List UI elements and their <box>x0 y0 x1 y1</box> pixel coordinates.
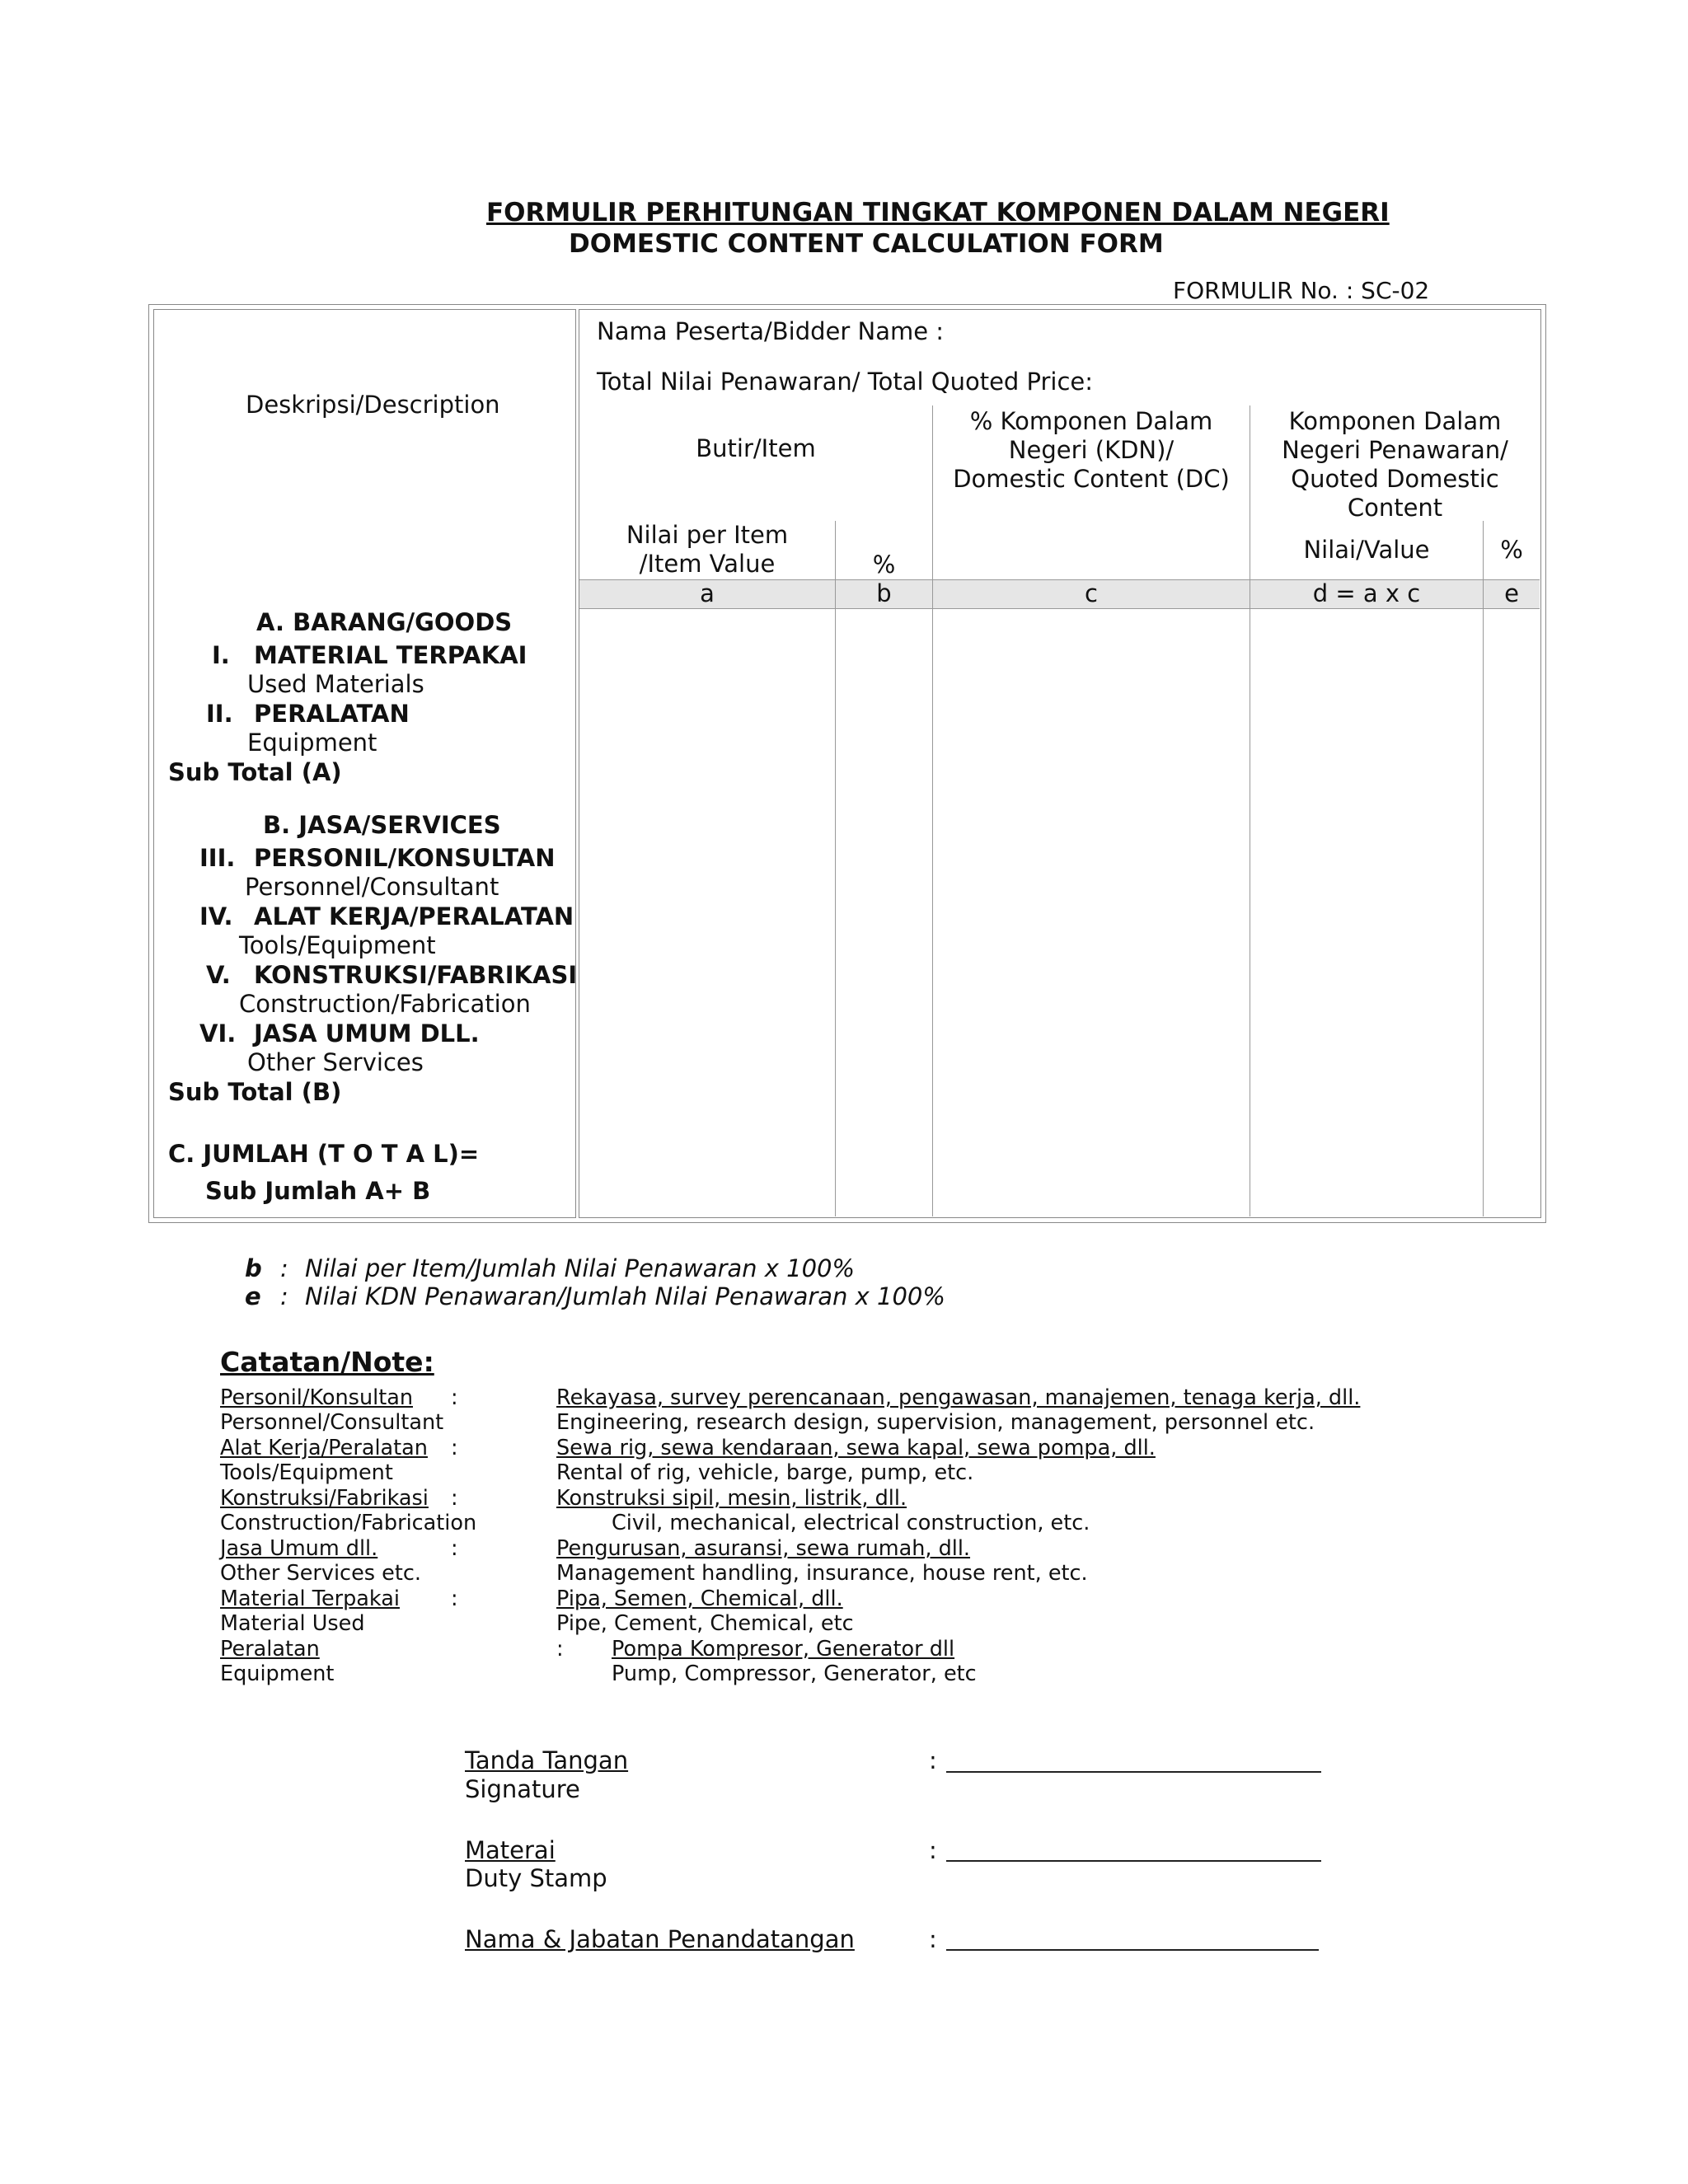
note-colon: : <box>451 1486 458 1511</box>
row-title-equipment: PERALATAN <box>254 700 410 728</box>
form-title: FORMULIR PERHITUNGAN TINGKAT KOMPONEN DALAM NEGERI <box>486 198 1390 227</box>
note-text-en: Rental of rig, vehicle, barge, pump, etc. <box>556 1460 974 1485</box>
col-item-header: Butir/Item <box>696 434 816 462</box>
note-text-en: Civil, mechanical, electrical construction, etc. <box>612 1511 1090 1535</box>
row-num: VI. <box>199 1019 237 1047</box>
col-quoted-line: Quoted Domestic <box>1291 465 1499 493</box>
note-text-en: Management handling, insurance, house rent, etc. <box>556 1561 1088 1586</box>
formula-sep: : <box>280 1254 288 1282</box>
signature-label: Tanda Tangan <box>465 1746 629 1774</box>
note-text-en: Pipe, Cement, Chemical, etc <box>556 1611 854 1636</box>
row-title-tools: ALAT KERJA/PERALATAN <box>254 902 574 930</box>
stamp-line[interactable] <box>946 1860 1321 1862</box>
row-sub-personnel: Personnel/Consultant <box>245 873 499 901</box>
row-sub-equipment: Equipment <box>247 729 377 757</box>
notes-heading: Catatan/Note: <box>220 1346 434 1378</box>
stamp-label-en: Duty Stamp <box>465 1864 607 1892</box>
note-label: Alat Kerja/Peralatan <box>220 1436 428 1460</box>
col-dc-line: Domestic Content (DC) <box>953 465 1230 493</box>
letter-d: d = a x c <box>1312 579 1421 607</box>
signature-colon: : <box>929 1746 937 1774</box>
subtotal-b: Sub Total (B) <box>168 1078 342 1106</box>
note-label-en: Equipment <box>220 1661 335 1686</box>
divider-quoted-pct <box>1483 521 1484 1216</box>
note-text-en: Engineering, research design, supervision, management, personnel etc. <box>556 1410 1315 1435</box>
formula-sep: : <box>280 1282 288 1310</box>
note-text: Pengurusan, asuransi, sewa rumah, dll. <box>556 1536 971 1561</box>
note-colon: : <box>451 1586 458 1611</box>
col-dc-line: Negeri (KDN)/ <box>1008 436 1175 464</box>
note-text: Pipa, Semen, Chemical, dll. <box>556 1586 843 1611</box>
col-quoted-line: Negeri Penawaran/ <box>1282 436 1508 464</box>
note-label-en: Other Services etc. <box>220 1561 421 1586</box>
note-label: Jasa Umum dll. <box>220 1536 378 1561</box>
total-price-label: Total Nilai Penawaran/ Total Quoted Price: <box>597 368 1094 396</box>
services-header: B. JASA/SERVICES <box>263 811 501 839</box>
note-label: Personil/Konsultan <box>220 1385 413 1410</box>
row-num: III. <box>199 844 236 872</box>
note-label-en: Material Used <box>220 1611 365 1636</box>
signer-name-colon: : <box>929 1925 937 1953</box>
row-sub-construction: Construction/Fabrication <box>239 990 531 1018</box>
signer-name-label: Nama & Jabatan Penandatangan <box>465 1925 855 1953</box>
note-text-en: Pump, Compressor, Generator, etc <box>612 1661 977 1686</box>
total-sub-label: Sub Jumlah A+ B <box>205 1177 431 1205</box>
letter-e: e <box>1504 579 1519 607</box>
note-label-en: Personnel/Consultant <box>220 1410 444 1435</box>
divider-value-pct <box>835 521 836 1216</box>
subtotal-a: Sub Total (A) <box>168 758 342 786</box>
col-item-value-header <box>579 521 835 579</box>
row-title-personnel: PERSONIL/KONSULTAN <box>254 844 556 872</box>
total-label: C. JUMLAH (T O T A L)= <box>168 1140 480 1168</box>
description-header: Deskripsi/Description <box>246 391 500 419</box>
col-value-pct-header: % <box>1500 536 1523 564</box>
note-colon: : <box>556 1637 564 1661</box>
letter-b: b <box>876 579 892 607</box>
stamp-label: Materai <box>465 1836 556 1864</box>
note-text: Konstruksi sipil, mesin, listrik, dll. <box>556 1486 907 1511</box>
formula-line <box>245 1254 262 1282</box>
col-item-value-line: /Item Value <box>639 550 776 578</box>
row-sub-other-services: Other Services <box>247 1048 424 1076</box>
row-num: V. <box>206 961 231 989</box>
signature-line[interactable] <box>946 1771 1321 1773</box>
col-dc-header <box>933 407 1250 494</box>
note-colon: : <box>451 1536 458 1561</box>
divider-item-dc <box>932 405 933 1216</box>
signature-label-en: Signature <box>465 1775 580 1803</box>
formula-key: b <box>245 1254 262 1282</box>
note-label: Konstruksi/Fabrikasi <box>220 1486 429 1511</box>
goods-header: A. BARANG/GOODS <box>256 608 513 636</box>
formula-key: e <box>245 1282 261 1310</box>
row-sub-used-materials: Used Materials <box>247 670 424 698</box>
col-quoted-header <box>1250 407 1540 523</box>
col-item-value-line: Nilai per Item <box>626 521 789 549</box>
row-title-other-services: JASA UMUM DLL. <box>254 1019 480 1047</box>
row-title-used-materials: MATERIAL TERPAKAI <box>254 641 528 669</box>
note-label: Material Terpakai <box>220 1586 400 1611</box>
stamp-colon: : <box>929 1836 937 1864</box>
row-sub-tools: Tools/Equipment <box>239 931 436 959</box>
form-number: FORMULIR No. : SC-02 <box>1173 277 1430 304</box>
col-dc-line: % Komponen Dalam <box>969 407 1213 435</box>
col-quoted-line: Content <box>1347 494 1443 522</box>
note-label-en: Tools/Equipment <box>220 1460 393 1485</box>
col-value-header: Nilai/Value <box>1303 536 1430 564</box>
formula-text: Nilai KDN Penawaran/Jumlah Nilai Penawaran x 100% <box>305 1282 945 1310</box>
note-text: Rekayasa, survey perencanaan, pengawasan, manajemen, tenaga kerja, dll. <box>556 1385 1361 1410</box>
note-colon: : <box>451 1385 458 1410</box>
note-text: Pompa Kompresor, Generator dll <box>612 1637 955 1661</box>
letter-a: a <box>700 579 715 607</box>
letter-c: c <box>1085 579 1098 607</box>
row-num: II. <box>206 700 233 728</box>
note-label: Peralatan <box>220 1637 320 1661</box>
letters-row-bottom-line <box>579 608 1540 609</box>
note-label-en: Construction/Fabrication <box>220 1511 477 1535</box>
formula-line <box>245 1282 261 1310</box>
note-colon: : <box>451 1436 458 1460</box>
row-num: I. <box>212 641 230 669</box>
formula-text: Nilai per Item/Jumlah Nilai Penawaran x 100% <box>305 1254 856 1282</box>
signer-name-line[interactable] <box>946 1949 1319 1951</box>
form-subtitle: DOMESTIC CONTENT CALCULATION FORM <box>569 229 1164 259</box>
col-quoted-line: Komponen Dalam <box>1288 407 1502 435</box>
bidder-name-label: Nama Peserta/Bidder Name : <box>597 317 945 345</box>
note-text: Sewa rig, sewa kendaraan, sewa kapal, sewa pompa, dll. <box>556 1436 1156 1460</box>
col-item-pct-header: % <box>872 551 896 579</box>
row-title-construction: KONSTRUKSI/FABRIKASI <box>254 961 578 989</box>
row-num: IV. <box>199 902 233 930</box>
